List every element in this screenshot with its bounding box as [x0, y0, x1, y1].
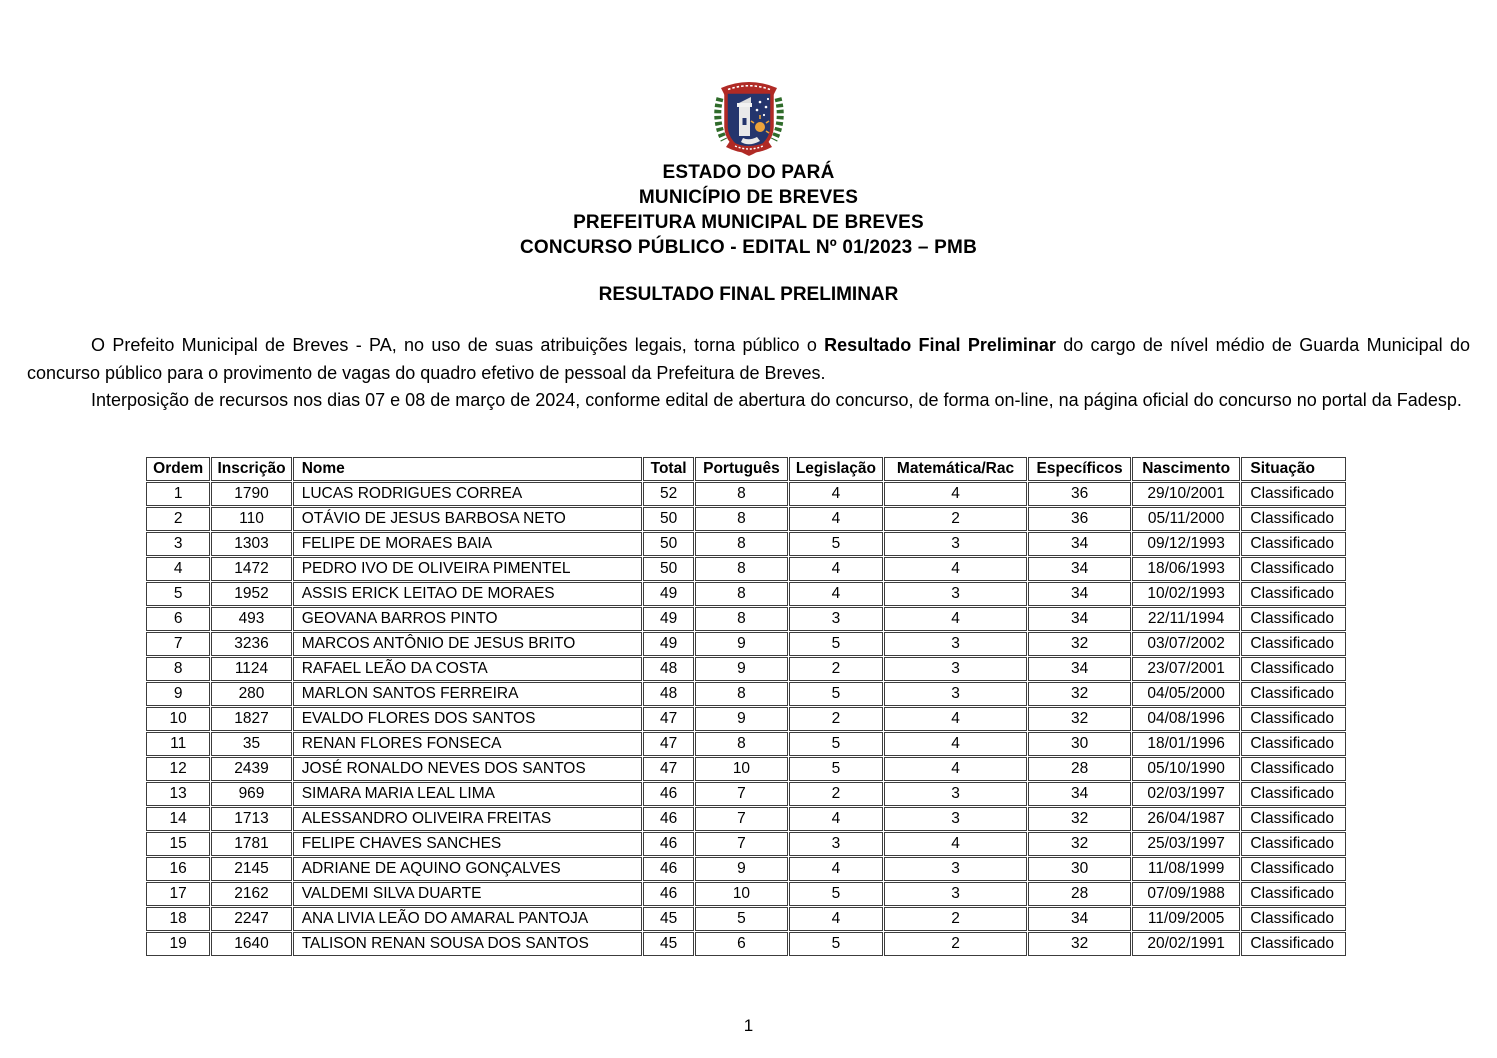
table-row [146, 732, 1346, 756]
cell-legislacao: 4 [789, 557, 882, 581]
cell-ordem: 12 [146, 757, 210, 781]
results-table [145, 456, 1347, 957]
cell-situacao: Classificado [1241, 757, 1346, 781]
table-row [146, 907, 1346, 931]
cell-legislacao: 5 [789, 882, 882, 906]
cell-inscricao: 1827 [211, 707, 291, 731]
cell-legislacao: 5 [789, 757, 882, 781]
table-row [146, 857, 1346, 881]
cell-ordem: 8 [146, 657, 210, 681]
cell-especificos: 32 [1028, 832, 1131, 856]
cell-inscricao: 969 [211, 782, 291, 806]
cell-ordem: 6 [146, 607, 210, 631]
cell-ordem: 7 [146, 632, 210, 656]
cell-portugues: 9 [695, 632, 788, 656]
cell-nome: GEOVANA BARROS PINTO [293, 607, 643, 631]
cell-especificos: 32 [1028, 632, 1131, 656]
cell-legislacao: 5 [789, 632, 882, 656]
cell-matematica-rac: 3 [884, 782, 1028, 806]
cell-especificos: 32 [1028, 807, 1131, 831]
document-body-text [27, 332, 1470, 415]
cell-situacao: Classificado [1241, 832, 1346, 856]
cell-nascimento: 07/09/1988 [1132, 882, 1241, 906]
cell-nome: JOSÉ RONALDO NEVES DOS SANTOS [293, 757, 643, 781]
cell-situacao: Classificado [1241, 507, 1346, 531]
cell-situacao: Classificado [1241, 907, 1346, 931]
table-row [146, 882, 1346, 906]
cell-nascimento: 29/10/2001 [1132, 482, 1241, 506]
cell-portugues: 9 [695, 857, 788, 881]
column-header-situacao: Situação [1241, 457, 1346, 481]
cell-nome: LUCAS RODRIGUES CORREA [293, 482, 643, 506]
table-row [146, 707, 1346, 731]
table-row [146, 507, 1346, 531]
cell-legislacao: 5 [789, 732, 882, 756]
table-row [146, 582, 1346, 606]
cell-situacao: Classificado [1241, 482, 1346, 506]
cell-total: 47 [643, 707, 693, 731]
header-line-edital: CONCURSO PÚBLICO - EDITAL Nº 01/2023 – PMB [520, 237, 977, 258]
cell-inscricao: 1713 [211, 807, 291, 831]
cell-portugues: 8 [695, 732, 788, 756]
cell-ordem: 1 [146, 482, 210, 506]
cell-total: 50 [643, 532, 693, 556]
cell-nascimento: 18/06/1993 [1132, 557, 1241, 581]
cell-matematica-rac: 2 [884, 932, 1028, 956]
column-header-matematica-rac: Matemática/Rac [884, 457, 1028, 481]
table-row [146, 557, 1346, 581]
cell-nome: TALISON RENAN SOUSA DOS SANTOS [293, 932, 643, 956]
table-row [146, 532, 1346, 556]
cell-especificos: 28 [1028, 882, 1131, 906]
cell-ordem: 18 [146, 907, 210, 931]
cell-nascimento: 23/07/2001 [1132, 657, 1241, 681]
cell-nome: SIMARA MARIA LEAL LIMA [293, 782, 643, 806]
cell-nome: ANA LIVIA LEÃO DO AMARAL PANTOJA [293, 907, 643, 931]
cell-total: 49 [643, 582, 693, 606]
cell-nascimento: 10/02/1993 [1132, 582, 1241, 606]
cell-total: 48 [643, 657, 693, 681]
cell-especificos: 36 [1028, 482, 1131, 506]
cell-matematica-rac: 4 [884, 832, 1028, 856]
cell-nascimento: 11/09/2005 [1132, 907, 1241, 931]
cell-total: 45 [643, 907, 693, 931]
cell-situacao: Classificado [1241, 557, 1346, 581]
cell-matematica-rac: 3 [884, 857, 1028, 881]
cell-situacao: Classificado [1241, 657, 1346, 681]
cell-ordem: 11 [146, 732, 210, 756]
cell-total: 46 [643, 807, 693, 831]
cell-matematica-rac: 3 [884, 882, 1028, 906]
cell-legislacao: 4 [789, 907, 882, 931]
column-header-portugues: Português [695, 457, 788, 481]
cell-nome: MARCOS ANTÔNIO DE JESUS BRITO [293, 632, 643, 656]
cell-inscricao: 1790 [211, 482, 291, 506]
cell-especificos: 32 [1028, 707, 1131, 731]
cell-especificos: 34 [1028, 532, 1131, 556]
cell-inscricao: 1472 [211, 557, 291, 581]
header-line-estado: ESTADO DO PARÁ [662, 162, 835, 183]
cell-ordem: 2 [146, 507, 210, 531]
cell-portugues: 10 [695, 757, 788, 781]
table-row [146, 607, 1346, 631]
cell-situacao: Classificado [1241, 707, 1346, 731]
cell-portugues: 6 [695, 932, 788, 956]
cell-inscricao: 35 [211, 732, 291, 756]
cell-situacao: Classificado [1241, 932, 1346, 956]
cell-ordem: 16 [146, 857, 210, 881]
cell-situacao: Classificado [1241, 532, 1346, 556]
cell-especificos: 34 [1028, 582, 1131, 606]
cell-legislacao: 3 [789, 832, 882, 856]
column-header-nome: Nome [293, 457, 643, 481]
cell-nome: RENAN FLORES FONSECA [293, 732, 643, 756]
cell-nascimento: 25/03/1997 [1132, 832, 1241, 856]
table-row [146, 757, 1346, 781]
cell-legislacao: 4 [789, 582, 882, 606]
cell-nome: MARLON SANTOS FERREIRA [293, 682, 643, 706]
cell-matematica-rac: 4 [884, 482, 1028, 506]
cell-total: 47 [643, 732, 693, 756]
cell-total: 50 [643, 557, 693, 581]
cell-especificos: 34 [1028, 607, 1131, 631]
cell-total: 49 [643, 632, 693, 656]
cell-nome: PEDRO IVO DE OLIVEIRA PIMENTEL [293, 557, 643, 581]
cell-legislacao: 2 [789, 657, 882, 681]
cell-matematica-rac: 2 [884, 907, 1028, 931]
column-header-total: Total [643, 457, 693, 481]
table-row [146, 632, 1346, 656]
cell-especificos: 28 [1028, 757, 1131, 781]
cell-especificos: 30 [1028, 857, 1131, 881]
cell-ordem: 14 [146, 807, 210, 831]
cell-legislacao: 4 [789, 507, 882, 531]
cell-total: 50 [643, 507, 693, 531]
cell-situacao: Classificado [1241, 632, 1346, 656]
cell-matematica-rac: 3 [884, 657, 1028, 681]
cell-nome: ALESSANDRO OLIVEIRA FREITAS [293, 807, 643, 831]
cell-legislacao: 5 [789, 532, 882, 556]
cell-ordem: 17 [146, 882, 210, 906]
cell-total: 46 [643, 832, 693, 856]
cell-situacao: Classificado [1241, 732, 1346, 756]
cell-ordem: 5 [146, 582, 210, 606]
cell-nascimento: 05/11/2000 [1132, 507, 1241, 531]
cell-legislacao: 5 [789, 682, 882, 706]
cell-nascimento: 22/11/1994 [1132, 607, 1241, 631]
header-line-municipio: MUNICÍPIO DE BREVES [638, 187, 859, 208]
cell-inscricao: 1303 [211, 532, 291, 556]
cell-ordem: 13 [146, 782, 210, 806]
cell-situacao: Classificado [1241, 807, 1346, 831]
cell-portugues: 9 [695, 707, 788, 731]
crest-right-laurel [774, 98, 780, 140]
cell-portugues: 8 [695, 557, 788, 581]
cell-inscricao: 1640 [211, 932, 291, 956]
cell-total: 46 [643, 857, 693, 881]
paragraph-intro-after: do cargo de nível médio de Guarda Municipal do concurso público para o provimento de vagas do quadro efetivo de pessoal da Prefeitura de Breves. [27, 335, 1470, 383]
cell-matematica-rac: 4 [884, 732, 1028, 756]
cell-especificos: 30 [1028, 732, 1131, 756]
cell-nome: EVALDO FLORES DOS SANTOS [293, 707, 643, 731]
table-row [146, 932, 1346, 956]
cell-especificos: 34 [1028, 907, 1131, 931]
page-number: 1 [743, 1016, 754, 1035]
column-header-inscricao: Inscrição [211, 457, 291, 481]
cell-inscricao: 280 [211, 682, 291, 706]
cell-total: 46 [643, 882, 693, 906]
cell-nome: FELIPE DE MORAES BAIA [293, 532, 643, 556]
cell-ordem: 3 [146, 532, 210, 556]
cell-situacao: Classificado [1241, 857, 1346, 881]
cell-situacao: Classificado [1241, 782, 1346, 806]
cell-matematica-rac: 4 [884, 757, 1028, 781]
cell-nascimento: 02/03/1997 [1132, 782, 1241, 806]
paragraph-recursos: Interposição de recursos nos dias 07 e 08 de março de 2024, conforme edital de abertura do concurso, de forma on-line, na página oficial do concurso no portal da Fadesp. [91, 390, 1462, 410]
cell-total: 47 [643, 757, 693, 781]
cell-portugues: 9 [695, 657, 788, 681]
cell-matematica-rac: 3 [884, 582, 1028, 606]
cell-ordem: 9 [146, 682, 210, 706]
table-row [146, 482, 1346, 506]
crest-left-laurel [717, 98, 723, 140]
cell-portugues: 8 [695, 532, 788, 556]
table-row [146, 782, 1346, 806]
column-header-nascimento: Nascimento [1132, 457, 1241, 481]
paragraph-intro-before: O Prefeito Municipal de Breves - PA, no uso de suas atribuições legais, torna público o [91, 335, 825, 355]
cell-nascimento: 26/04/1987 [1132, 807, 1241, 831]
cell-nascimento: 09/12/1993 [1132, 532, 1241, 556]
table-row [146, 682, 1346, 706]
cell-inscricao: 1952 [211, 582, 291, 606]
cell-total: 46 [643, 782, 693, 806]
cell-portugues: 8 [695, 682, 788, 706]
cell-nascimento: 03/07/2002 [1132, 632, 1241, 656]
cell-matematica-rac: 4 [884, 707, 1028, 731]
column-header-ordem: Ordem [146, 457, 210, 481]
cell-especificos: 34 [1028, 782, 1131, 806]
cell-matematica-rac: 3 [884, 632, 1028, 656]
cell-inscricao: 2439 [211, 757, 291, 781]
cell-inscricao: 1781 [211, 832, 291, 856]
cell-situacao: Classificado [1241, 607, 1346, 631]
cell-nome: FELIPE CHAVES SANCHES [293, 832, 643, 856]
paragraph-intro-bold: Resultado Final Preliminar [824, 335, 1056, 355]
cell-inscricao: 493 [211, 607, 291, 631]
cell-nome: RAFAEL LEÃO DA COSTA [293, 657, 643, 681]
cell-especificos: 34 [1028, 657, 1131, 681]
cell-ordem: 10 [146, 707, 210, 731]
cell-total: 52 [643, 482, 693, 506]
cell-nome: VALDEMI SILVA DUARTE [293, 882, 643, 906]
cell-especificos: 32 [1028, 932, 1131, 956]
cell-nascimento: 04/08/1996 [1132, 707, 1241, 731]
cell-ordem: 15 [146, 832, 210, 856]
cell-legislacao: 5 [789, 932, 882, 956]
cell-portugues: 7 [695, 832, 788, 856]
cell-legislacao: 2 [789, 707, 882, 731]
cell-portugues: 8 [695, 607, 788, 631]
cell-nome: ASSIS ERICK LEITAO DE MORAES [293, 582, 643, 606]
cell-nascimento: 18/01/1996 [1132, 732, 1241, 756]
cell-matematica-rac: 3 [884, 532, 1028, 556]
cell-nome: OTÁVIO DE JESUS BARBOSA NETO [293, 507, 643, 531]
table-row [146, 657, 1346, 681]
cell-nascimento: 05/10/1990 [1132, 757, 1241, 781]
cell-matematica-rac: 2 [884, 507, 1028, 531]
cell-matematica-rac: 3 [884, 807, 1028, 831]
cell-portugues: 8 [695, 507, 788, 531]
cell-especificos: 34 [1028, 557, 1131, 581]
cell-total: 48 [643, 682, 693, 706]
cell-legislacao: 4 [789, 807, 882, 831]
municipal-coat-of-arms-icon [708, 74, 790, 164]
cell-portugues: 10 [695, 882, 788, 906]
cell-inscricao: 3236 [211, 632, 291, 656]
document-header [0, 160, 1497, 260]
document-title: RESULTADO FINAL PRELIMINAR [598, 284, 899, 305]
cell-inscricao: 2145 [211, 857, 291, 881]
cell-ordem: 4 [146, 557, 210, 581]
cell-legislacao: 3 [789, 607, 882, 631]
cell-legislacao: 4 [789, 482, 882, 506]
cell-portugues: 7 [695, 782, 788, 806]
cell-situacao: Classificado [1241, 582, 1346, 606]
header-line-prefeitura: PREFEITURA MUNICIPAL DE BREVES [573, 212, 924, 233]
cell-legislacao: 2 [789, 782, 882, 806]
cell-situacao: Classificado [1241, 882, 1346, 906]
column-header-especificos: Específicos [1028, 457, 1131, 481]
cell-portugues: 8 [695, 482, 788, 506]
cell-nascimento: 11/08/1999 [1132, 857, 1241, 881]
cell-especificos: 32 [1028, 682, 1131, 706]
cell-total: 45 [643, 932, 693, 956]
cell-situacao: Classificado [1241, 682, 1346, 706]
cell-portugues: 5 [695, 907, 788, 931]
cell-inscricao: 110 [211, 507, 291, 531]
cell-especificos: 36 [1028, 507, 1131, 531]
cell-nascimento: 04/05/2000 [1132, 682, 1241, 706]
cell-matematica-rac: 4 [884, 607, 1028, 631]
cell-matematica-rac: 4 [884, 557, 1028, 581]
paragraph-intro [27, 332, 1470, 387]
cell-nascimento: 20/02/1991 [1132, 932, 1241, 956]
cell-inscricao: 2247 [211, 907, 291, 931]
table-row [146, 807, 1346, 831]
cell-portugues: 8 [695, 582, 788, 606]
cell-inscricao: 1124 [211, 657, 291, 681]
column-header-legislacao: Legislação [789, 457, 882, 481]
cell-nome: ADRIANE DE AQUINO GONÇALVES [293, 857, 643, 881]
cell-total: 49 [643, 607, 693, 631]
cell-inscricao: 2162 [211, 882, 291, 906]
cell-ordem: 19 [146, 932, 210, 956]
table-header-row [146, 457, 1346, 481]
cell-matematica-rac: 3 [884, 682, 1028, 706]
cell-legislacao: 4 [789, 857, 882, 881]
cell-portugues: 7 [695, 807, 788, 831]
table-row [146, 832, 1346, 856]
